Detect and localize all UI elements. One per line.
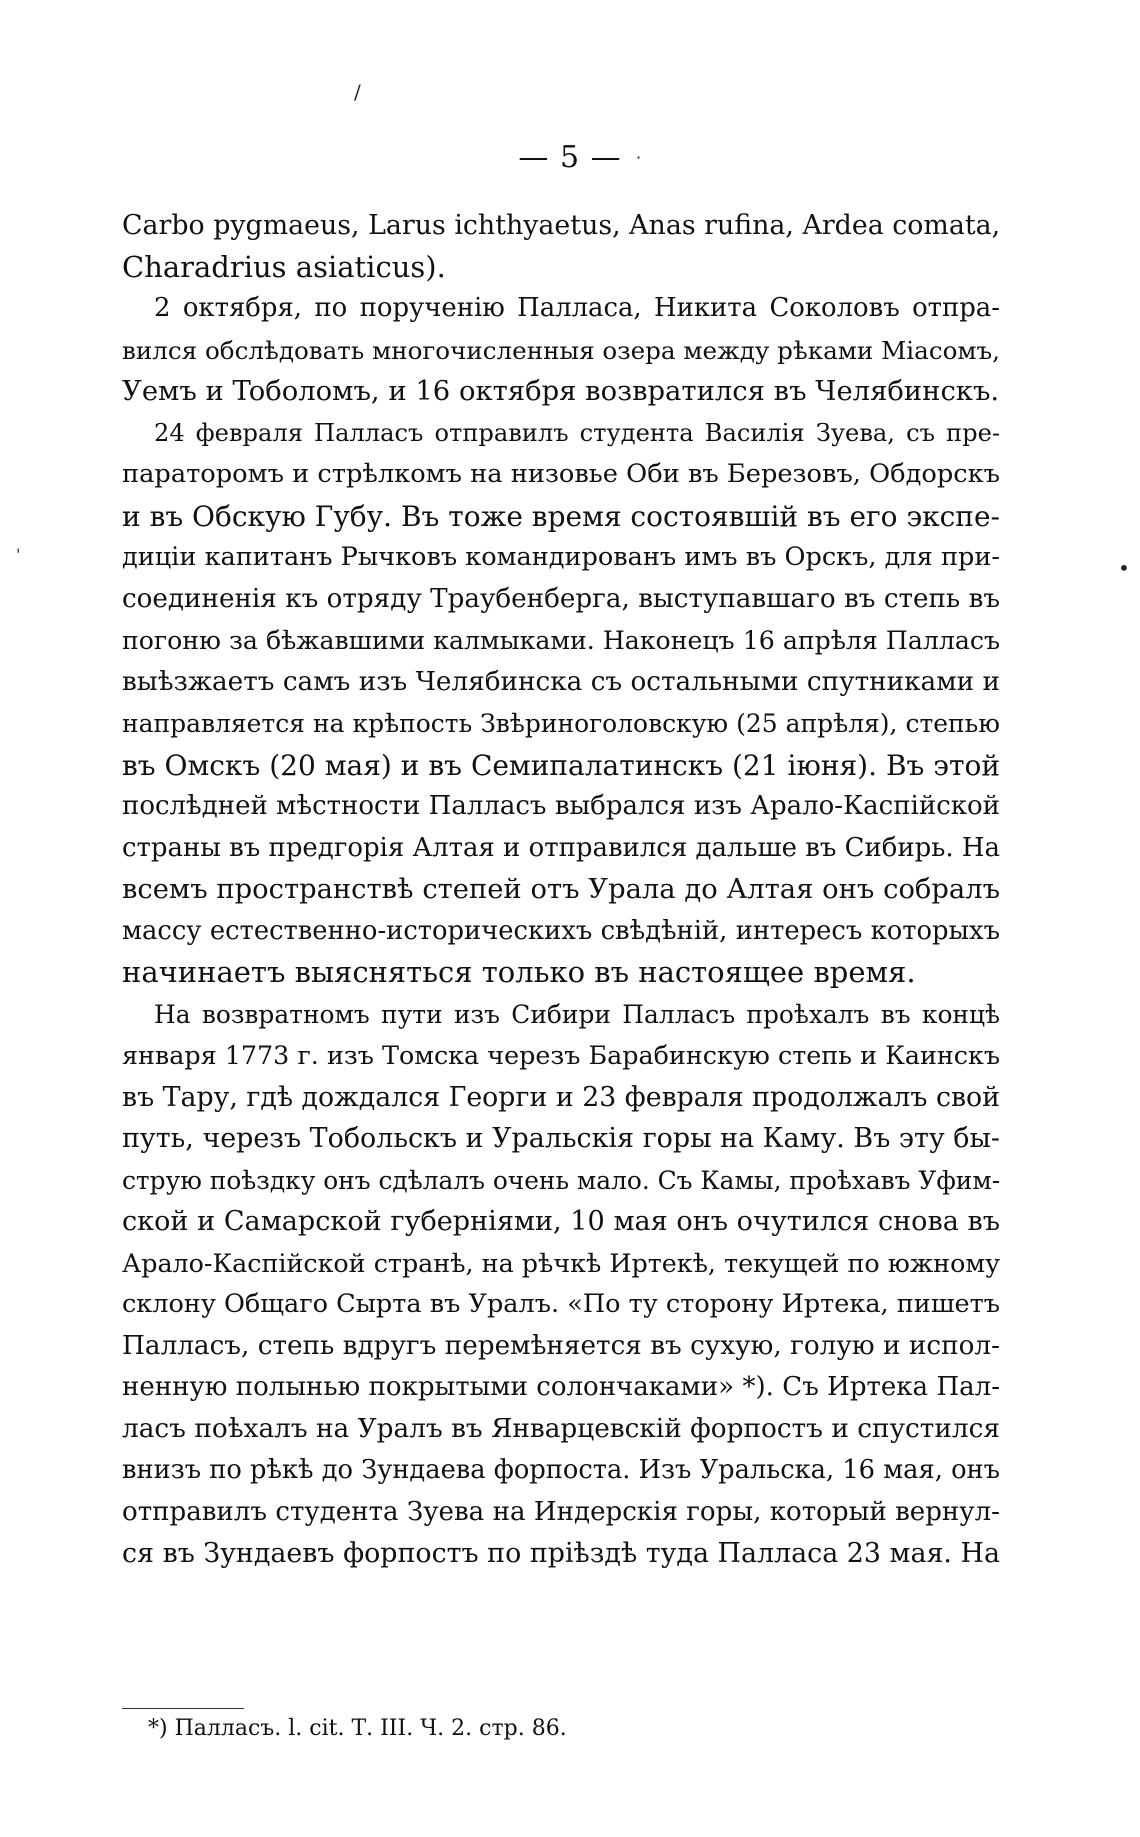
text-line: ся въ Зундаевъ форпостъ по пріѣздѣ туда Палласа 23 мая. На — [122, 1538, 1000, 1569]
text-line: 2 октября, по порученію Палласа, Никита Соколовъ отпра- — [154, 293, 1000, 323]
text-line: массу естественно-историческихъ свѣдѣній, интересъ которыхъ — [122, 915, 1000, 946]
text-line: направляется на крѣпость Звѣриноголовскую (25 апрѣля), степью — [122, 709, 1000, 738]
page-number: — 5 — — [518, 140, 622, 175]
paragraph — [122, 288, 1000, 413]
text-line: диціи капитанъ Рычковъ командированъ имъ въ Орскъ, для при- — [122, 542, 1000, 572]
text-line: послѣдней мѣстности Палласъ выбрался изъ Арало-Каспійской — [122, 791, 1000, 821]
scan-speck: · — [636, 148, 642, 167]
text-body — [122, 205, 1000, 1575]
text-line: въ Тару, гдѣ дождался Георги и 23 февраля продолжалъ свой — [122, 1081, 1000, 1113]
text-line: ненную полынью покрытыми солончаками» *). Съ Иртека Пал- — [122, 1372, 1000, 1402]
text-line: склону Общаго Сырта въ Уралъ. «По ту сторону Иртека, пишетъ — [122, 1289, 1000, 1319]
text-line: января 1773 г. изъ Томска черезъ Барабинскую степь и Каинскъ — [122, 1040, 1000, 1070]
text-line: струю поѣздку онъ сдѣлалъ очень мало. Съ Камы, проѣхавъ Уфим- — [122, 1165, 1001, 1195]
paragraph — [122, 205, 1000, 288]
text-line: внизъ по рѣкѣ до Зундаева форпоста. Изъ Уральска, 16 мая, онъ — [122, 1455, 1000, 1485]
text-line: Палласъ, степь вдругъ перемѣняется въ сухую, голую и испол- — [122, 1330, 1000, 1361]
text-line: соединенія къ отряду Траубенберга, выступавшаго въ степь въ — [122, 583, 1000, 614]
text-line: путь, черезъ Тобольскъ и Уральскія горы на Каму. Въ эту бы- — [122, 1123, 1000, 1154]
text-line: отправилъ студента Зуева на Индерскія горы, который вернул- — [122, 1496, 1000, 1527]
text-line: Charadrius asiaticus). — [122, 249, 446, 284]
text-line: начинаетъ выясняться только въ настоящее время. — [122, 955, 916, 989]
text-line: 24 февраля Палласъ отправилъ студента Василія Зуева, съ пре- — [154, 418, 1000, 447]
scan-speck: / — [354, 80, 361, 104]
text-line: всемъ пространствѣ степей отъ Урала до Алтая онъ собралъ — [122, 874, 1000, 905]
footnote: *) Палласъ. l. cit. Т. III. Ч. 2. стр. 86. — [148, 1716, 567, 1741]
text-line: выѣзжаетъ самъ изъ Челябинска съ остальными спутниками и — [122, 666, 1000, 697]
text-line: въ Омскъ (20 мая) и въ Семипалатинскъ (21 іюня). Въ этой — [122, 748, 1000, 782]
text-line: ской и Самарской губерніями, 10 мая онъ очутился снова въ — [122, 1206, 1000, 1237]
text-line: параторомъ и стрѣлкомъ на низовье Оби въ Березовъ, Обдорскъ — [122, 459, 1000, 489]
text-line: вился обслѣдовать многочисленныя озера между рѣками Міасомъ, — [122, 335, 1000, 365]
text-line: Carbo pygmaeus, Larus ichthyaetus, Anas rufina, Ardea comata, — [122, 210, 1001, 241]
text-line: погоню за бѣжавшими калмыками. Наконецъ 16 апрѣля Палласъ — [122, 626, 1000, 655]
text-line: ласъ поѣхалъ на Уралъ въ Январцевскій форпостъ и спустился — [122, 1413, 1000, 1444]
text-line: На возвратномъ пути изъ Сибири Палласъ проѣхалъ въ концѣ — [154, 999, 1000, 1029]
text-line: и въ Обскую Губу. Въ тоже время состоявшій въ его экспе- — [122, 499, 1000, 533]
paragraph — [122, 994, 1000, 1575]
scan-speck: • — [1118, 556, 1130, 580]
paragraph — [122, 413, 1000, 994]
text-line: страны въ предгорія Алтая и отправился дальше въ Сибирь. На — [122, 832, 1000, 863]
text-line: Уемъ и Toболомъ, и 16 октября возвратился въ Челябинскъ. — [122, 376, 1000, 407]
footnote-divider — [122, 1708, 244, 1709]
scan-speck: ' — [16, 545, 21, 564]
text-line: Арало-Каспійской странѣ, на рѣчкѣ Иртекѣ, текущей по южному — [122, 1247, 1000, 1278]
